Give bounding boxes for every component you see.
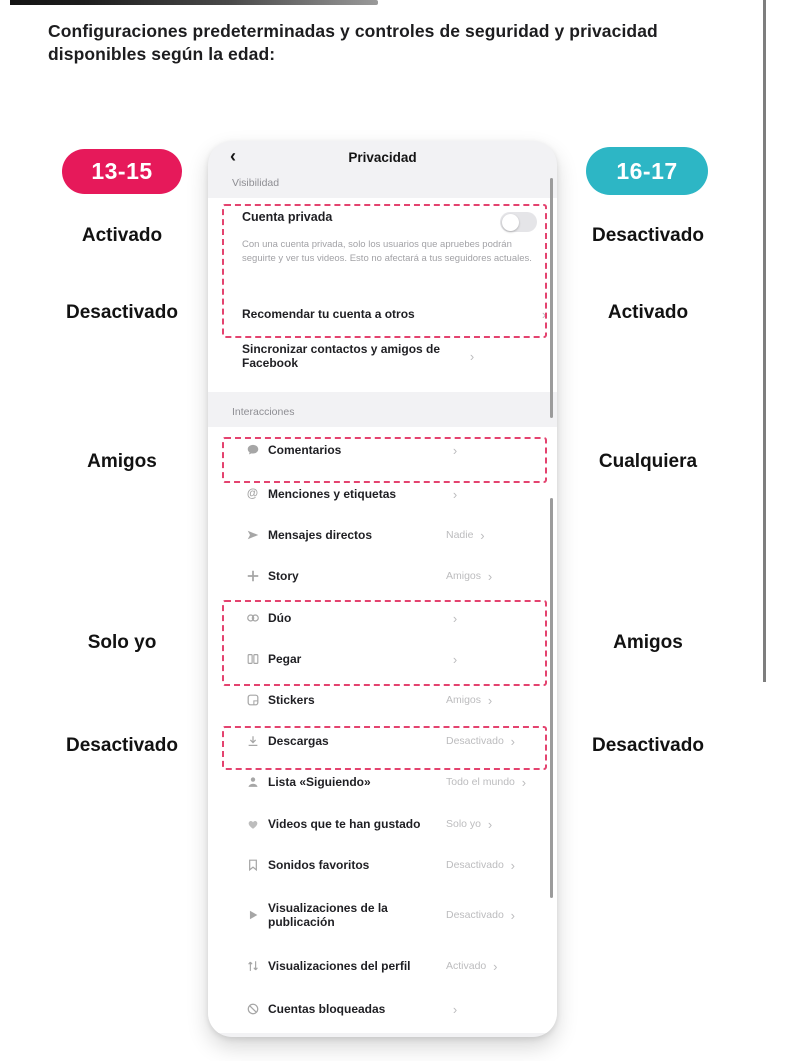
chevron-right-icon: › xyxy=(452,486,458,502)
chevron-right-icon: › xyxy=(510,907,515,923)
left-setting-value: Amigos xyxy=(87,451,157,472)
chevron-right-icon: › xyxy=(469,348,475,364)
bookmark-icon xyxy=(244,858,261,872)
profile-views-row[interactable] xyxy=(208,945,557,987)
sync-contacts-label: Sincronizar contactos y amigos de Facebook xyxy=(242,342,441,370)
suggest-account-row[interactable] xyxy=(242,300,549,328)
interactions-card xyxy=(208,427,557,1033)
age-badge-13-15: 13-15 xyxy=(62,149,182,194)
chevron-right-icon: › xyxy=(510,857,515,873)
download-icon xyxy=(244,734,261,748)
left-setting-value: Activado xyxy=(81,225,163,246)
row-label: Mensajes directos xyxy=(268,528,373,542)
duet-icon xyxy=(244,611,261,625)
row-label: Dúo xyxy=(268,611,292,625)
chevron-right-icon: › xyxy=(487,816,493,832)
play-icon xyxy=(244,908,261,922)
following-list-row[interactable] xyxy=(208,761,557,803)
section-label-visibility: Visibilidad xyxy=(232,177,280,189)
row-label: Pegar xyxy=(268,652,302,666)
favorite-sounds-row[interactable] xyxy=(208,845,557,885)
stitch-icon xyxy=(244,652,261,666)
phone-header xyxy=(208,141,557,175)
send-icon xyxy=(244,528,261,542)
chevron-right-icon: › xyxy=(541,306,547,322)
phone-mockup xyxy=(208,141,557,1037)
row-value: Amigos xyxy=(446,570,482,582)
row-value: Activado xyxy=(446,960,487,972)
right-setting-value: Amigos xyxy=(613,632,683,653)
following-icon xyxy=(244,775,261,789)
stickers-row[interactable] xyxy=(208,679,557,721)
top-border-line xyxy=(10,0,378,5)
row-value: Desactivado xyxy=(446,859,504,871)
chevron-right-icon: › xyxy=(452,610,458,626)
comment-icon xyxy=(244,443,261,457)
visibility-card xyxy=(208,198,557,392)
row-label: Story xyxy=(268,569,299,583)
right-setting-value: Desactivado xyxy=(592,225,704,246)
chevron-right-icon: › xyxy=(452,651,458,667)
page-title: Configuraciones predeterminadas y controles de seguridad y privacidad disponibles según la edad: xyxy=(48,21,658,65)
blocked-accounts-row[interactable] xyxy=(208,987,557,1031)
right-setting-value: Desactivado xyxy=(592,735,704,756)
row-label: Lista «Siguiendo» xyxy=(268,775,371,789)
chevron-right-icon: › xyxy=(493,958,498,974)
chevron-right-icon: › xyxy=(487,568,493,584)
chevron-right-icon: › xyxy=(480,527,485,543)
row-value: Solo yo xyxy=(446,818,482,830)
blocked-icon xyxy=(244,1002,261,1016)
at-icon: @ xyxy=(246,488,259,500)
row-value: Nadie xyxy=(446,529,474,541)
row-label: Visualizaciones de la publicación xyxy=(268,901,388,929)
chevron-right-icon: › xyxy=(521,774,527,790)
back-icon[interactable]: ‹ xyxy=(230,146,236,166)
row-label: Sonidos favoritos xyxy=(268,858,370,872)
duet-row[interactable] xyxy=(208,597,557,639)
chevron-right-icon: › xyxy=(452,1001,458,1017)
toggle-knob xyxy=(502,214,519,231)
story-row[interactable] xyxy=(208,555,557,597)
post-views-row[interactable] xyxy=(208,885,557,945)
row-value: Amigos xyxy=(446,694,482,706)
story-icon xyxy=(244,569,261,583)
scrollbar[interactable] xyxy=(550,178,553,418)
private-account-description: Con una cuenta privada, solo los usuarios que apruebes podrán seguirte y ver tus videos. Esto no afectará a tus seguidores actuales. xyxy=(242,239,532,264)
comments-row[interactable] xyxy=(208,427,557,473)
suggest-account-label: Recomendar tu cuenta a otros xyxy=(242,307,415,321)
heart-icon xyxy=(244,817,261,831)
right-border-line xyxy=(763,0,766,682)
sync-contacts-row[interactable] xyxy=(242,336,549,376)
left-setting-value: Desactivado xyxy=(66,735,178,756)
row-value: Desactivado xyxy=(446,909,504,921)
row-label: Descargas xyxy=(268,734,329,748)
row-label: Stickers xyxy=(268,693,315,707)
chevron-right-icon: › xyxy=(487,692,493,708)
row-label: Comentarios xyxy=(268,443,342,457)
private-account-toggle[interactable] xyxy=(500,212,537,232)
left-setting-value: Desactivado xyxy=(66,302,178,323)
chevron-right-icon: › xyxy=(510,733,515,749)
sticker-icon xyxy=(244,693,261,707)
right-setting-value: Activado xyxy=(607,302,689,323)
section-label-interactions: Interacciones xyxy=(232,406,295,418)
mentions-row[interactable] xyxy=(208,473,557,515)
row-label: Videos que te han gustado xyxy=(268,817,421,831)
left-setting-value: Solo yo xyxy=(87,632,157,653)
liked-videos-row[interactable] xyxy=(208,803,557,845)
screen-title: Privacidad xyxy=(348,150,417,165)
row-label: Menciones y etiquetas xyxy=(268,487,397,501)
row-label: Visualizaciones del perfil xyxy=(268,959,411,973)
downloads-row[interactable] xyxy=(208,721,557,761)
row-value: Todo el mundo xyxy=(446,776,515,788)
profile-views-icon xyxy=(244,959,261,973)
row-label: Cuentas bloqueadas xyxy=(268,1002,386,1016)
row-value: Desactivado xyxy=(446,735,504,747)
right-setting-value: Cualquiera xyxy=(598,451,698,472)
chevron-right-icon: › xyxy=(452,442,458,458)
stitch-row[interactable] xyxy=(208,639,557,679)
age-badge-16-17: 16-17 xyxy=(586,147,708,195)
direct-messages-row[interactable] xyxy=(208,515,557,555)
scrollbar[interactable] xyxy=(550,498,553,898)
private-account-label: Cuenta privada xyxy=(242,210,333,224)
